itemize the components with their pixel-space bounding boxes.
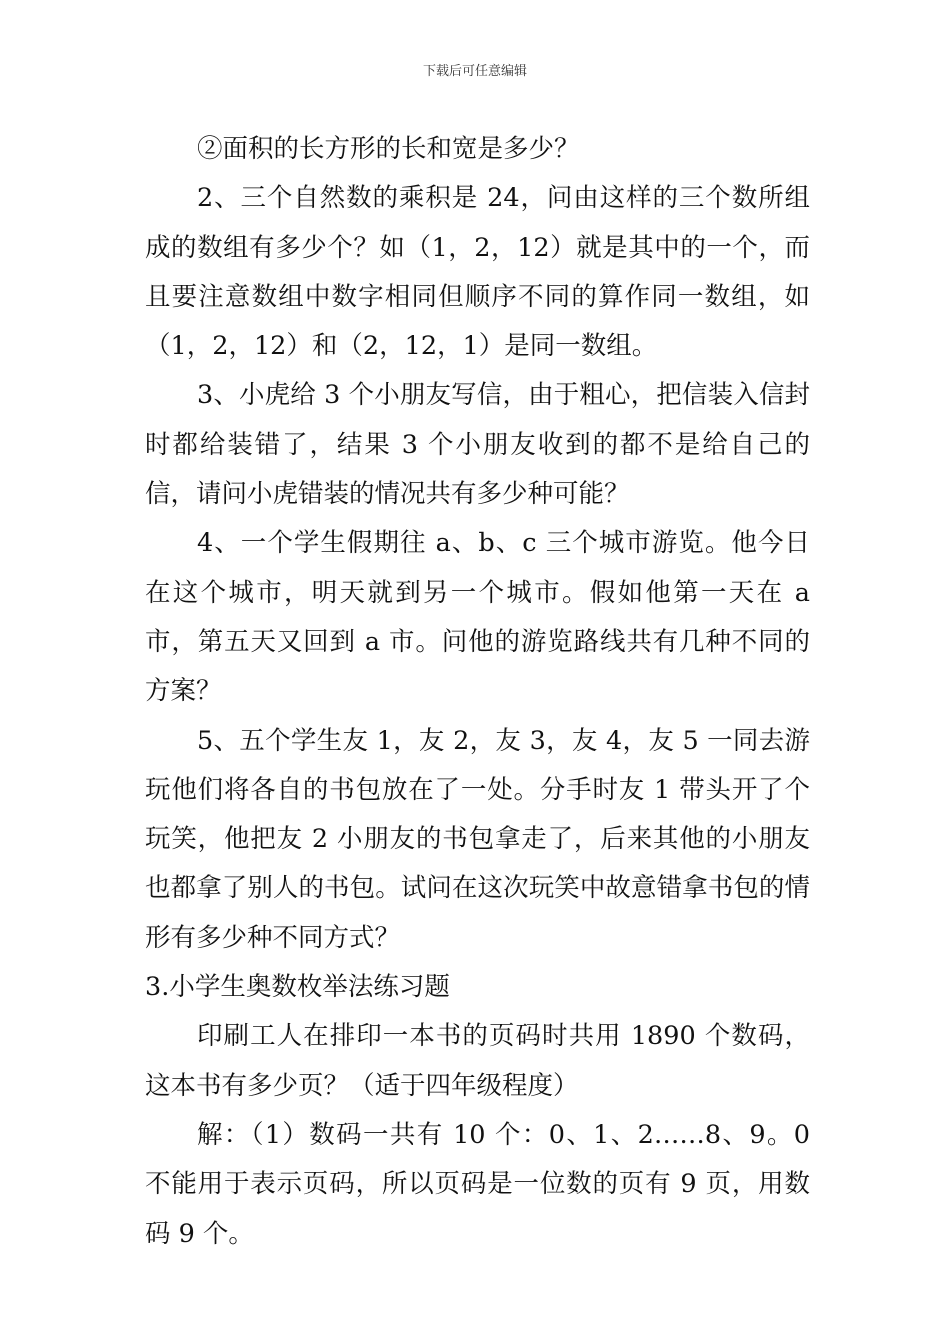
section-solution: 解：（1）数码一共有 10 个：0、1、2……8、9。0 不能用于表示页码，所以页码是一位数的页有 9 页，用数码 9 个。 [145, 1119, 810, 1249]
question-2: 2、三个自然数的乘积是 24，问由这样的三个数所组成的数组有多少个？如（1，2，12）就是其中的一个，而且要注意数组中数字相同但顺序不同的算作同一数组，如（1，2，12）和（2，12，1）是同一数组。 [145, 183, 810, 362]
question-4: 4、一个学生假期往 a、b、c 三个城市游览。他今日在这个城市，明天就到另一个城市。假如他第一天在 a 市，第五天又回到 a 市。问他的游览路线共有几种不同的方案？ [145, 528, 810, 707]
document-body [145, 125, 810, 1259]
question-5: 5、五个学生友 1，友 2，友 3，友 4，友 5 一同去游玩他们将各自的书包放在了一处。分手时友 1 带头开了个玩笑，他把友 2 小朋友的书包拿走了，后来其他的小朋友也都拿了别人的书包。试问在这次玩笑中故意错拿书包的情形有多少种不同方式？ [145, 725, 810, 953]
question-3: 3、小虎给 3 个小朋友写信，由于粗心，把信装入信封时都给装错了，结果 3 个小朋友收到的都不是给自己的信，请问小虎错装的情况共有多少种可能？ [145, 380, 810, 510]
section-problem: 印刷工人在排印一本书的页码时共用 1890 个数码，这本书有多少页？（适于四年级程度） [145, 1021, 810, 1101]
section-title: 3.小学生奥数枚举法练习题 [145, 972, 450, 1003]
question-1-part-2: ②面积的长方形的长和宽是多少？ [197, 134, 580, 164]
page-header: 下载后可任意编辑 [422, 64, 527, 79]
